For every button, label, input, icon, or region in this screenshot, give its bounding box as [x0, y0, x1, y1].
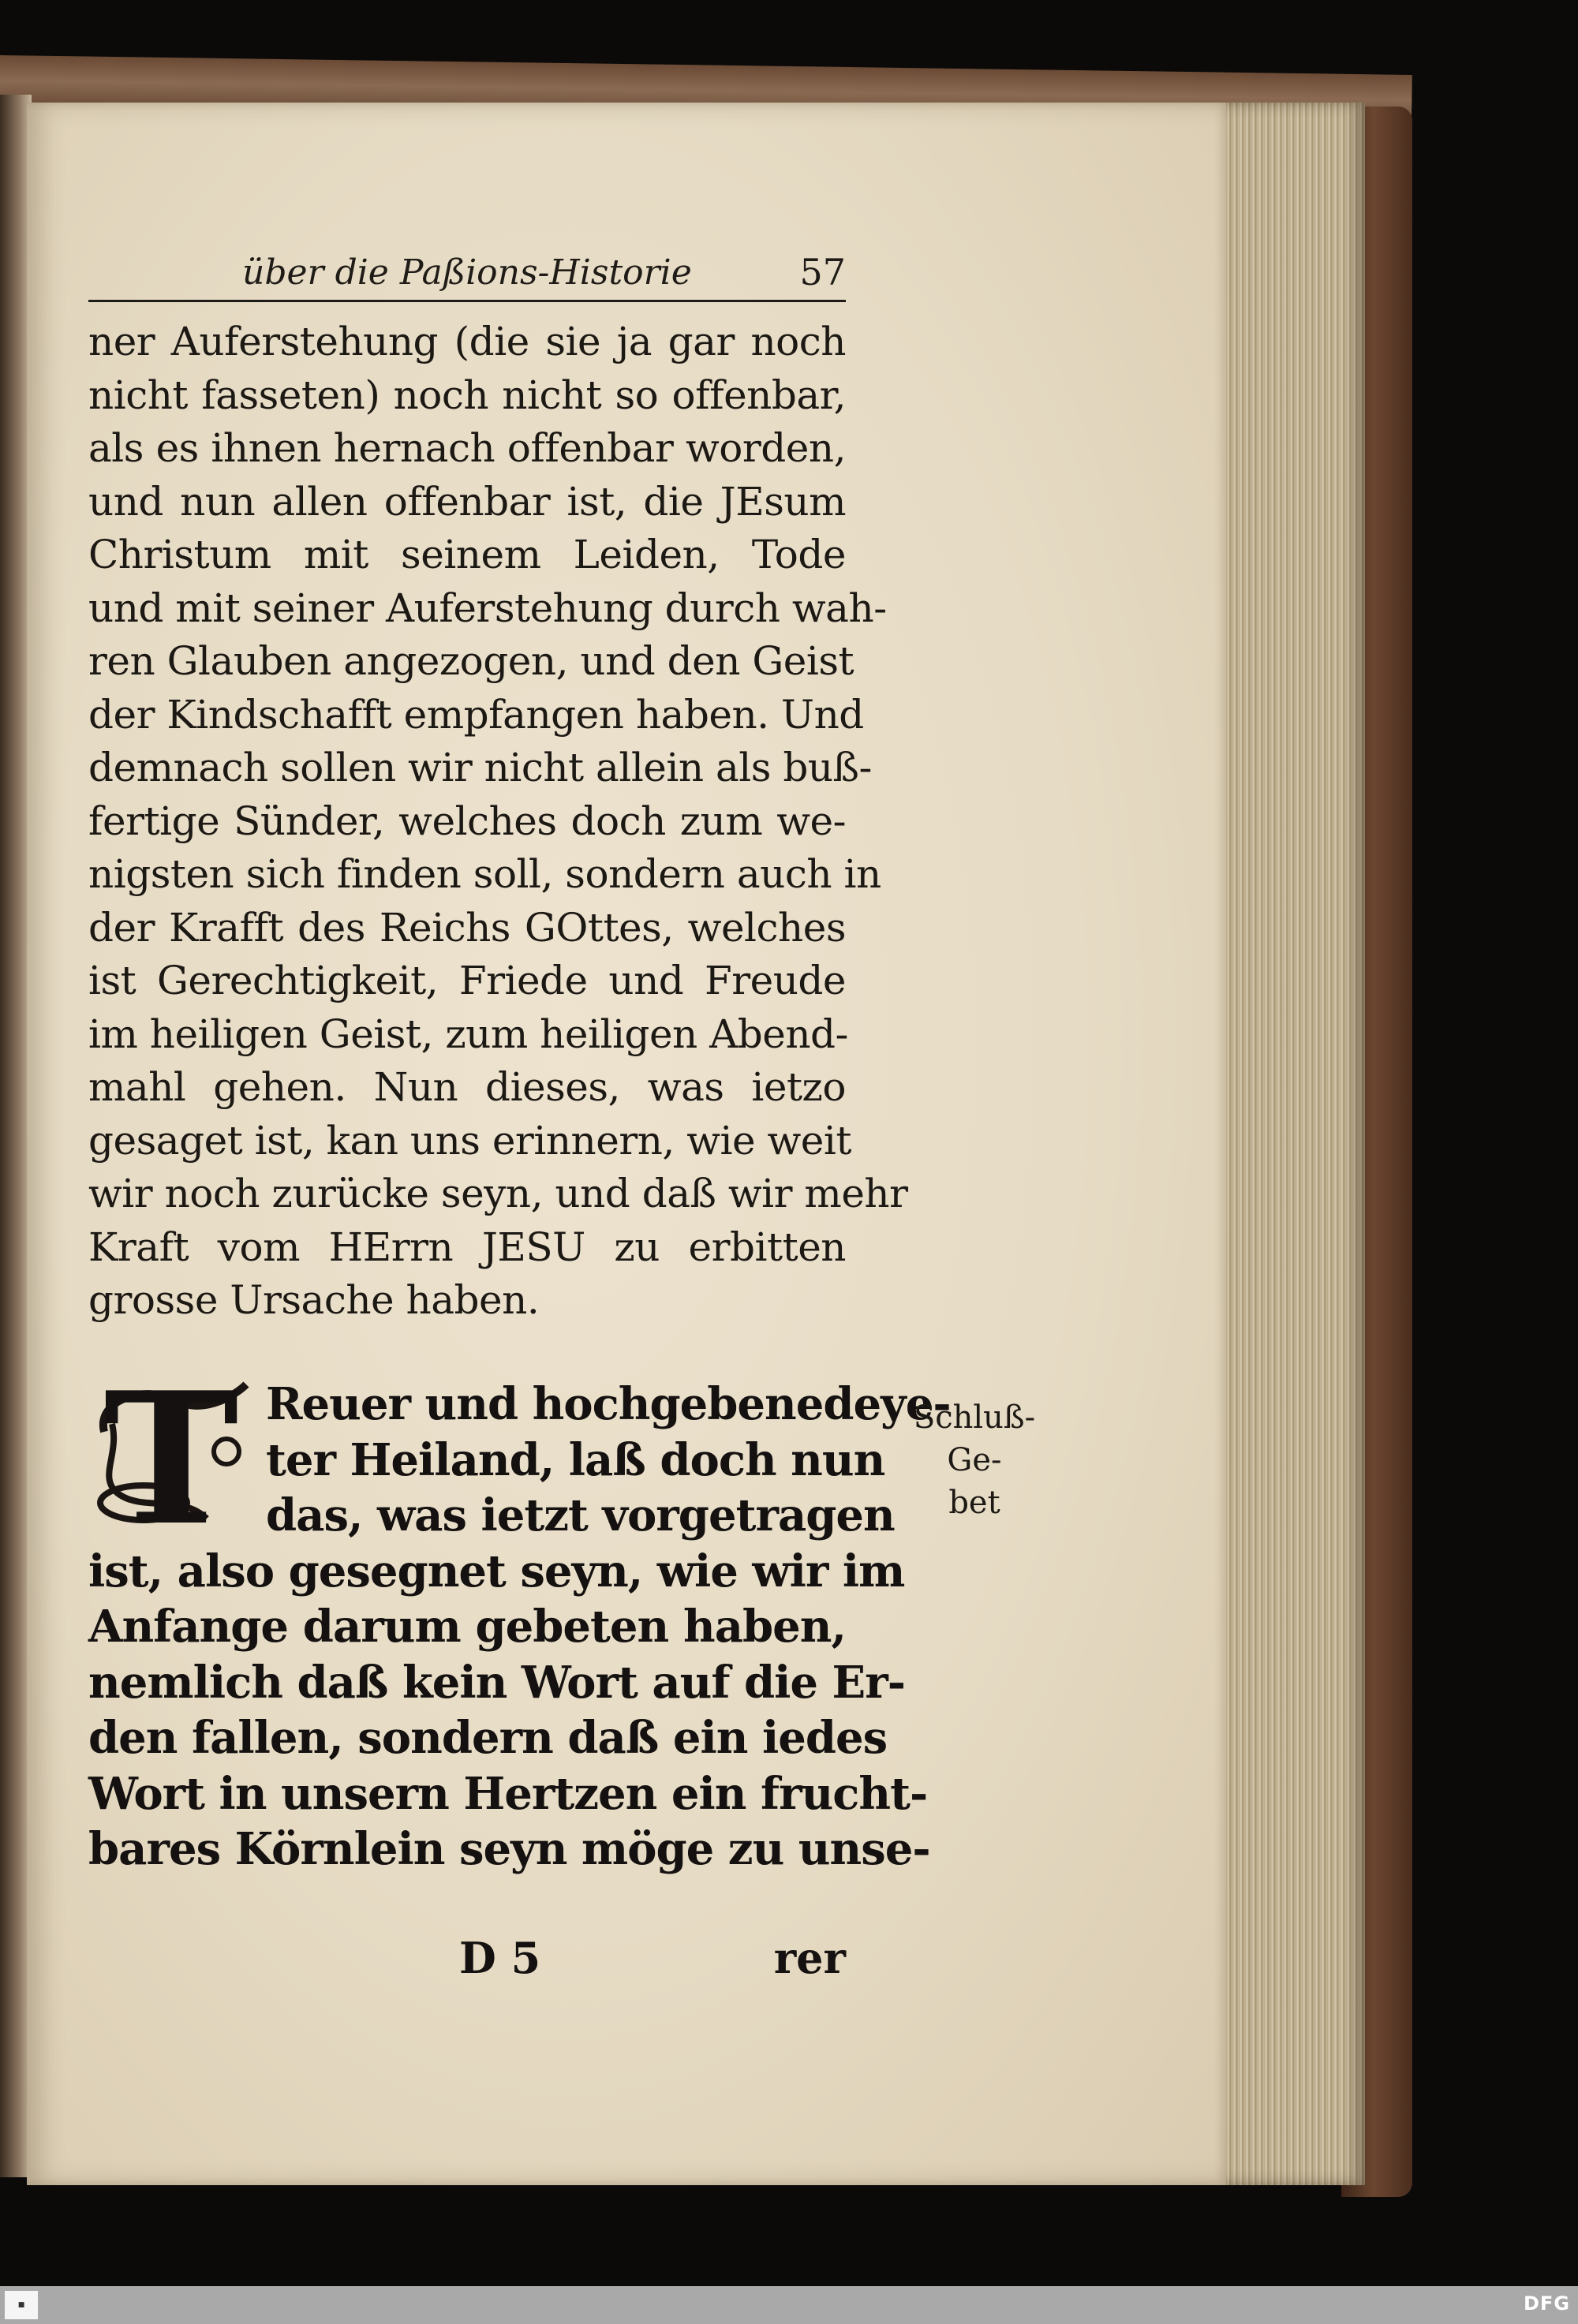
page-header: [88, 245, 846, 302]
prayer-line: Anfange darum gebeten haben,: [88, 1601, 846, 1653]
text-line: Christum mit seinem Leiden, Tode: [88, 532, 846, 577]
viewer-footer-bar: [0, 2286, 1578, 2324]
text-line: mahl gehen. Nun dieses, was ietzo: [88, 1064, 846, 1110]
text-line: im heiligen Geist, zum heiligen Abend-: [88, 1011, 848, 1057]
prayer-line: bares Körnlein seyn möge zu unse-: [88, 1823, 930, 1875]
text-line: der Krafft des Reichs GOttes, welches: [88, 904, 846, 951]
text-line: ner Auferstehung (die sie ja gar noch: [88, 319, 846, 364]
prayer-line: nemlich daß kein Wort auf die Er-: [88, 1656, 905, 1709]
prayer-line: Reuer und hochgebenedeye-: [266, 1378, 951, 1430]
text-line: wir noch zurücke seyn, und daß wir mehr: [88, 1171, 908, 1216]
running-head: über die Paßions-Historie: [242, 252, 692, 293]
library-logo-icon: ■: [5, 2291, 38, 2319]
catchword: rer: [773, 1933, 846, 1983]
catchline: [88, 1933, 846, 1988]
text-line: und mit seiner Auferstehung durch wah-: [88, 585, 887, 631]
margin-note-line: Schluß-Ge-: [913, 1399, 1036, 1478]
prayer-line: ist, also gesegnet seyn, wie wir im: [88, 1545, 905, 1597]
closing-prayer: [88, 1353, 951, 1878]
text-line: nigsten sich finden soll, sondern auch in: [88, 851, 881, 897]
dfg-logo: DFG: [1523, 2292, 1570, 2315]
prayer-line: ter Heiland, laß doch nun: [266, 1433, 885, 1486]
prayer-line: den fallen, sondern daß ein iedes: [88, 1712, 888, 1764]
decorated-initial: T: [103, 1353, 239, 1566]
text-line: demnach sollen wir nicht allein als buß-: [88, 745, 872, 790]
text-line: der Kindschafft empfangen haben. Und: [88, 691, 864, 738]
text-line: ist Gerechtigkeit, Friede und Freude: [88, 958, 846, 1003]
text-line: grosse Ursache haben.: [88, 1277, 540, 1323]
margin-note: [888, 1396, 1061, 1524]
prayer-line: das, was ietzt vorgetragen: [266, 1489, 895, 1541]
text-line: als es ihnen hernach offenbar worden,: [88, 425, 846, 471]
text-line: ren Glauben angezogen, und den Geist: [88, 638, 854, 684]
body-text: [88, 316, 908, 1328]
signature-mark: D 5: [459, 1933, 541, 1983]
text-line: gesaget ist, kan uns erinnern, wie weit: [88, 1117, 851, 1164]
text-line: fertige Sünder, welches doch zum we-: [88, 798, 846, 844]
page-number: 57: [799, 251, 846, 293]
margin-note-line: bet: [948, 1485, 1000, 1521]
text-line: Kraft vom HErrn JESU zu erbitten: [88, 1224, 846, 1270]
prayer-line: Wort in unsern Hertzen ein frucht-: [88, 1767, 928, 1820]
text-line: nicht fasseten) noch nicht so offenbar,: [88, 372, 846, 418]
page-edges: [1207, 103, 1365, 2185]
text-line: und nun allen offenbar ist, die JEsum: [88, 478, 846, 525]
